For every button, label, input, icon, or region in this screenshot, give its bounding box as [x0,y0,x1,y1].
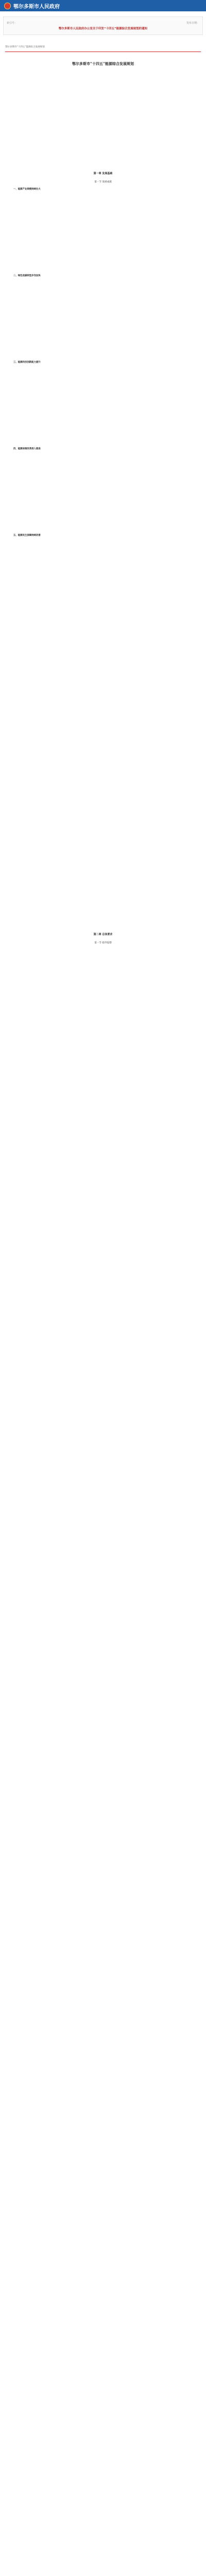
emblem-icon [4,3,11,9]
subheading: 二、绿色低碳转型步伐加快 [13,275,41,277]
document-title: 鄂尔多斯市“十四五”能源综合发展规划 [72,61,134,66]
paragraph [9,77,197,80]
notice-meta-left: 索引号： [7,22,18,25]
subheading: 五、能源民生保障持续改善 [13,534,41,537]
attachment-line: 鄂尔多斯市“十四五”能源综合发展规划 [5,46,45,48]
subheading: 一、能源产业规模持续壮大 [13,188,41,191]
site-name[interactable]: 鄂尔多斯市人民政府 [13,4,60,10]
subheading: 四、能源体制改革深入推进 [13,448,41,450]
paragraph [9,82,197,86]
site-header [0,0,206,11]
article-body [0,72,206,1102]
paragraph [9,72,197,75]
chapter-title: 第一章 发展基础 [93,172,113,175]
subheading: 三、能源科技创新能力提升 [13,361,41,364]
section-title: 第一节 指导思想 [94,942,112,944]
notice-meta [7,21,199,25]
notice-meta-right: 发布日期： [186,22,199,25]
section-title: 第一节 发展成就 [94,181,112,183]
notice-title: 鄂尔多斯市人民政府办公室关于印发“十四五”能源综合发展规划的通知 [58,27,148,30]
notice-box [3,16,203,35]
chapter-title: 第二章 总体要求 [93,933,113,936]
